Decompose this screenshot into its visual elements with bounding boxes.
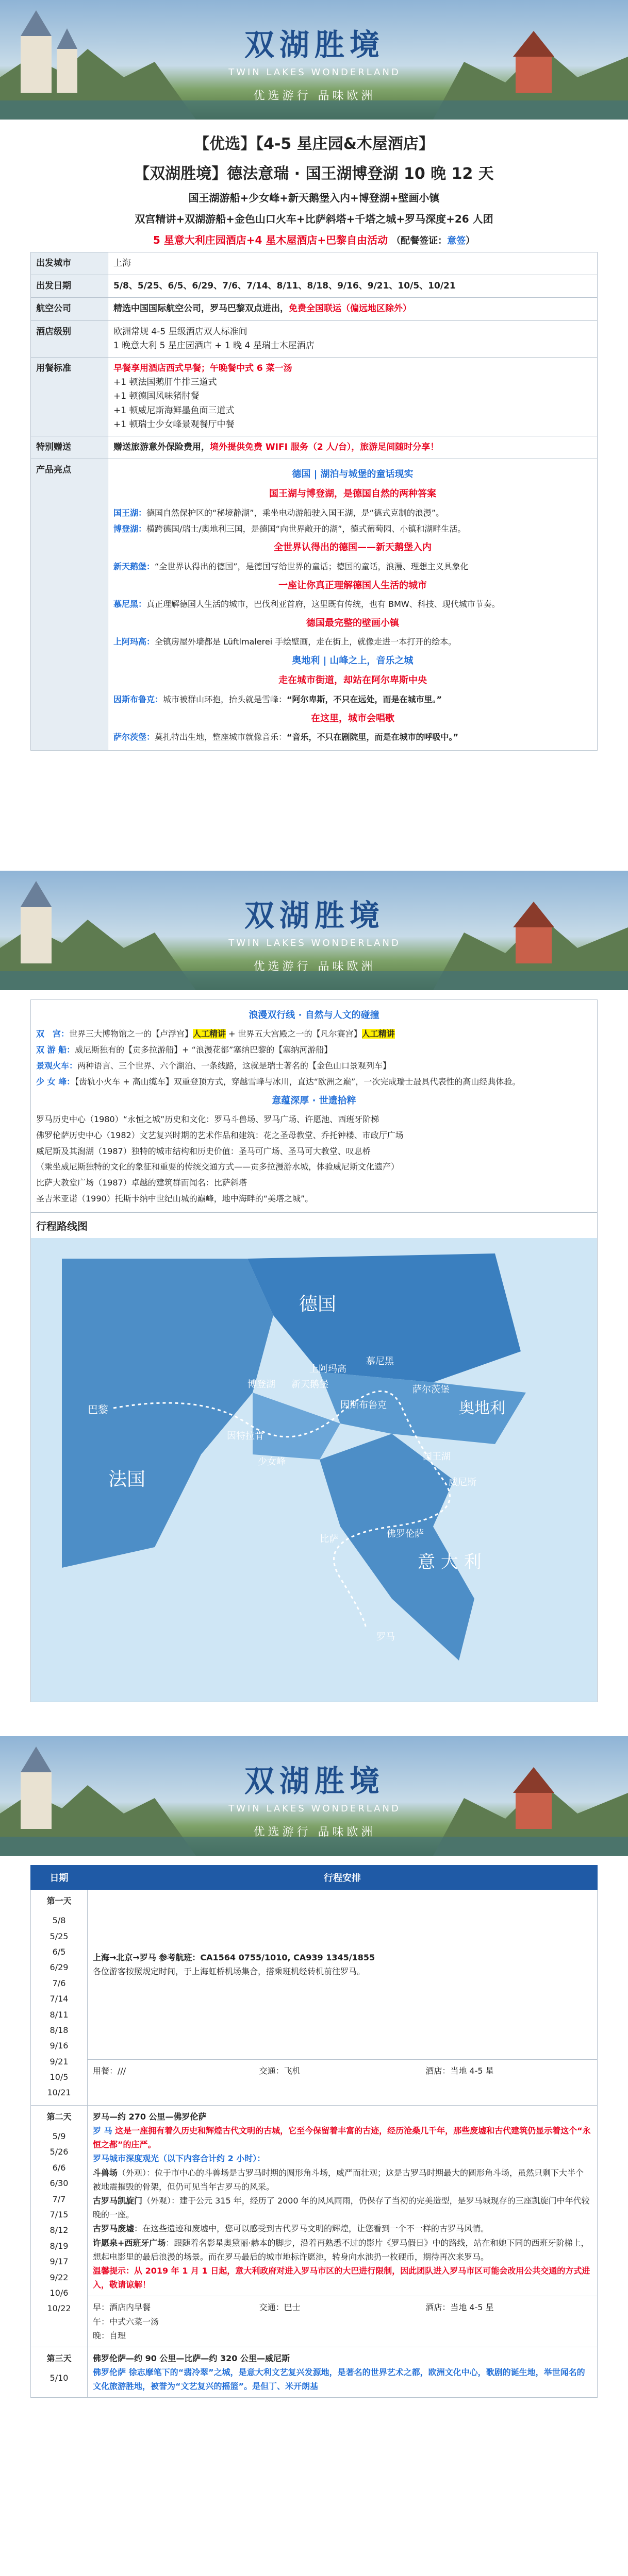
brand-block <box>201 21 428 103</box>
date-item: 10/22 <box>47 2303 71 2314</box>
date-item: 10/6 <box>49 2287 69 2298</box>
svg-text:佛罗伦萨: 佛罗伦萨 <box>387 1528 424 1539</box>
page-1 <box>0 120 628 867</box>
headline-line-2: 双宫精讲+双湖游船+金色山口火车+比萨斜塔+千塔之城+罗马深度+26 人团 <box>135 213 493 225</box>
date-item: 6/30 <box>49 2178 69 2189</box>
heritage-item: （乘坐威尼斯独特的文化的象征和重要的传统交通方式——贡多拉漫游水城，体验威尼斯文化遗产） <box>36 1162 400 1172</box>
date-item: 6/29 <box>49 1962 69 1973</box>
date-item: 5/8 <box>52 1916 66 1926</box>
map-label-france: 法国 <box>108 1468 146 1490</box>
route-map-title: 行程路线图 <box>36 1219 88 1232</box>
day1-dates <box>36 1913 82 2101</box>
label-departure-dates: 出发日期 <box>31 275 108 298</box>
heritage-item: 佛罗伦萨历史中心（1982）文艺复兴时期的艺术作品和建筑：花之圣母教堂、乔托钟楼、市政厅广场 <box>36 1130 404 1140</box>
value-hotel: 欧洲常规 4-5 星级酒店双人标准间 1 晚意大利 5 星庄园酒店 + 1 晚 4 星瑞士木屋酒店 <box>108 320 598 357</box>
day2-dates <box>36 2129 82 2317</box>
visa-note: （配餐签证：意签） <box>391 235 475 246</box>
section-heading-romance: 浪漫双行线 · 自然与人文的碰撞 <box>249 1010 379 1021</box>
headline-line-1: 国王湖游船+少女峰+新天鹅堡入内+博登湖+壁画小镇 <box>188 192 440 204</box>
date-item: 7/14 <box>49 1994 69 2004</box>
heritage-item: 罗马历史中心（1980）“永恒之城”历史和文化：罗马斗兽场、罗马广场、许愿池、西班牙阶梯 <box>36 1114 379 1124</box>
svg-text:因特拉肯: 因特拉肯 <box>227 1430 264 1442</box>
date-item: 8/11 <box>49 2009 69 2020</box>
svg-text:国王湖: 国王湖 <box>423 1451 451 1462</box>
value-gifts: 赠送旅游意外保险费用，境外提供免费 WIFI 服务（2 人/台），旅游足间随时分享！ <box>108 436 598 459</box>
th-day: 日期 <box>31 1866 88 1890</box>
date-item: 6/6 <box>52 2162 66 2173</box>
heritage-item: 威尼斯及其潟湖（1987）独特的城市结构和历史价值：圣马可广场、圣马可大教堂、叹息桥 <box>36 1146 371 1156</box>
label-departure-city: 出发城市 <box>31 252 108 275</box>
date-item: 5/26 <box>49 2147 69 2157</box>
banner-2: 双湖胜境 TWIN LAKES WONDERLAND 优选游行 品味欧洲 <box>0 871 628 990</box>
section-heading-heritage: 意蕴深厚 · 世遗拾粹 <box>272 1095 356 1106</box>
svg-text:博登湖: 博登湖 <box>247 1379 275 1390</box>
date-item: 7/7 <box>52 2194 66 2204</box>
map-label-germany: 德国 <box>299 1293 337 1315</box>
svg-text:慕尼黑: 慕尼黑 <box>366 1355 394 1367</box>
route-map <box>31 1238 597 1702</box>
date-item: 5/9 <box>52 2131 66 2142</box>
day1-text: 各位游客按照规定时间，于上海虹桥机场集合，搭乘班机经转机前往罗马。 <box>93 1967 366 1977</box>
date-item: 9/21 <box>49 2056 69 2066</box>
value-highlights: 德国 | 湖泊与城堡的童话现实 国王湖与博登湖，是德国自然的两种答案 国王湖：德国自然保护区的“秘境静湖”，乘坐电动游船驶入国王湖，是“德式克制的浪漫”。 博登湖：横跨德国/瑞士/奥地利三国，是德国“向世界敞开的湖”，德式葡萄园、小镇和湖畔生活。 全世界认得出的德国——新天鹅堡入内 新天鹅堡：“全世界认得出的德国”，是德国写给世界的童话；德国的童话，浪漫、理想主义具象化 一座让你真正理解德国人生活的城市 慕尼黑：真正理解德国人生活的城市，巴伐利亚首府，这里既有传统，也有 BMW、科技、现代城市节奏。 德国最完整的壁画小镇 上阿玛高：全镇房屋外墙都是 Lüftlmalerei 手绘壁画，走在街上，就像走进一本打开的绘本。 奥地利 | 山峰之上，音乐之城 走在城市街道，却站在阿尔卑斯中央 因斯布鲁克：城市被群山环抱，抬头就是雪峰：“阿尔卑斯，不只在远处，而是在城市里。” 在这里，城市会唱歌 萨尔茨堡：莫扎特出生地，整座城市就像音乐：“音乐，不只在剧院里，而是在城市的呼吸中。” <box>108 459 598 751</box>
svg-text:罗马: 罗马 <box>376 1631 395 1642</box>
svg-text:因斯布鲁克: 因斯布鲁克 <box>340 1399 387 1411</box>
day1-route: 上海→北京→罗马 参考航班：CA1564 0755/1010, CA939 1345/1855 <box>93 1953 375 1962</box>
product-info-table <box>30 252 598 751</box>
page-3 <box>0 1865 628 2576</box>
brand-english: TWIN LAKES WONDERLAND <box>228 67 401 78</box>
route-map-box <box>30 1212 598 1702</box>
label-hotel: 酒店级别 <box>31 320 108 357</box>
headline-line-3 <box>0 226 628 247</box>
date-item: 10/5 <box>49 2072 69 2082</box>
svg-text:萨尔茨堡: 萨尔茨堡 <box>412 1384 450 1395</box>
date-item: 9/16 <box>49 2041 69 2051</box>
svg-text:比萨: 比萨 <box>320 1533 338 1545</box>
date-item: 10/21 <box>47 2088 71 2098</box>
itinerary-table: 日期 行程安排 第一天 5/8 5/25 6/5 6/29 7/6 7/14 8/11 8/18 9/16 9/21 10/5 10/21 上海→北京→罗马 参考航班：CA1564 0755/1010, CA939 1345/1855 各位游客按照规定时间，于上海虹桥机场集合，搭乘班机经转机前往罗马。 用餐：/// 交通：飞机 酒店：当地 4-5 星 第二天 5/9 5/26 6/6 6/30 7/7 7/15 8/12 8/19 9/17 9/22 10/6 10/22 罗马—约 270 公里—佛罗伦萨 罗 马 这是一座拥有着久历史和辉煌古代文明的古城，它至今保留着丰富的古迹，经历沧桑几千年，那些废墟和古代建筑仍显示着这个“永恒之都”的庄严。 罗马城市深度观光（以下内容合计约 2 小时）： 斗兽场（外观）：位于市中心的斗兽场是古罗马时期的圆形角斗场，威严而壮观；这是古罗马时期最大的圆形角斗场，虽然只剩下大半个被地震摧毁的骨架，但仍可见当年古罗马的风采。 古罗马凯旋门（外观）：建于公元 315 年，经历了 2000 年的风风雨雨，仍保存了当初的完美造型，是罗马城现存的三座凯旋门中年代较晚的一座。 古罗马废墟：在这些遗迹和废墟中，您可以感受到古代罗马文明的辉煌，让您看到一个不一样的古罗马风情。 许愿泉+西班牙广场：跟随着名影星奥黛丽·赫本的脚步，沿着再熟悉不过的影片《罗马假日》中的路线，站在和她下同的西班牙阶梯上，想起电影里的最后浪漫的场景。而在罗马最后的城市地标许愿池，转身向水池扔一枚硬币，期待再次来罗马。 温馨提示：从 2019 年 1 月 1 日起，意大利政府对进入罗马市区的大巴进行限制，因此团队进入罗马市区可能会改用公共交通的方式进入，敬请谅解！ 早：酒店内早餐 午：中式六菜一汤 晚：自理 交通：巴士 酒店：当地 4-5 星 第三天 5/10 佛罗伦萨—约 90 公里—比萨—约 320 公里—威尼斯 佛罗伦萨 徐志摩笔下的“翡冷翠”之城，是意大利文艺复兴发源地，是著名的世界艺术之都，欧洲文化中心，歌剧的诞生地，举世闻名的文化旅游胜地，被誉为“文艺复兴的摇篮”。是但丁、米开朗基 <box>30 1865 598 2398</box>
label-meals: 用餐标准 <box>31 357 108 436</box>
date-item: 8/18 <box>49 2025 69 2035</box>
date-item: 7/15 <box>49 2210 69 2220</box>
banner-1 <box>0 0 628 120</box>
brand-name: 双湖胜境 <box>244 27 385 62</box>
date-item: 9/17 <box>49 2257 69 2267</box>
map-label-italy: 意 大 利 <box>418 1551 482 1572</box>
heritage-item: 圣吉米亚诺（1990）托斯卡纳中世纪山城的巅峰，地中海畔的“美塔之城”。 <box>36 1193 313 1204</box>
table-row: 第二天 5/9 5/26 6/6 6/30 7/7 7/15 8/12 8/19 9/17 9/22 10/6 10/22 罗马—约 270 公里—佛罗伦萨 罗 马 这是一座拥有着久历史和辉煌古代文明的古城，它至今保留着丰富的古迹，经历沧桑几千年，那些废墟和古代建筑仍显示着这个“永恒之都”的庄严。 罗马城市深度观光（以下内容合计约 2 小时）： 斗兽场（外观）：位于市中心的斗兽场是古罗马时期的圆形角斗场，威严而壮观；这是古罗马时期最大的圆形角斗场，虽然只剩下大半个被地震摧毁的骨架，但仍可见当年古罗马的风采。 古罗马凯旋门（外观）：建于公元 315 年，经历了 2000 年的风风雨雨，仍保存了当初的完美造型，是罗马城现存的三座凯旋门中年代较晚的一座。 古罗马废墟：在这些遗迹和废墟中，您可以感受到古代罗马文明的辉煌，让您看到一个不一样的古罗马风情。 许愿泉+西班牙广场：跟随着名影星奥黛丽·赫本的脚步，沿着再熟悉不过的影片《罗马假日》中的路线，站在和她下同的西班牙阶梯上，想起电影里的最后浪漫的场景。而在罗马最后的城市地标许愿池，转身向水池扔一枚硬币，期待再次来罗马。 温馨提示：从 2019 年 1 月 1 日起，意大利政府对进入罗马市区的大巴进行限制，因此团队进入罗马市区可能会改用公共交通的方式进入，敬请谅解！ <box>31 2105 598 2296</box>
date-item: 6/5 <box>52 1946 66 1957</box>
page-2 <box>0 994 628 1726</box>
th-plan: 行程安排 <box>88 1866 598 1890</box>
highlights-table: 浪漫双行线 · 自然与人文的碰撞 双 宫：世界三大博物馆之一的【卢浮宫】人工精讲 + 世界五大宫殿之一的【凡尔赛宫】人工精讲 双 游 船：威尼斯独有的【贡多拉游船】+ “浪漫花都”塞纳巴黎的【塞纳河游船】 景观火车：两种语言、三个世界、六个湖泊、一条线路，这就是瑞士著名的【金色山口景观列车】 少 女 峰：【齿轨小火车 + 高山缆车】双重登顶方式，穿越雪峰与冰川，直达“欧洲之巅”，一次完成瑞士最具代表性的高山经典体验。 意蕴深厚 · 世遗拾粹 罗马历史中心（1980）“永恒之城”历史和文化：罗马斗兽场、罗马广场、许愿池、西班牙阶梯 佛罗伦萨历史中心（1982）文艺复兴时期的艺术作品和建筑：花之圣母教堂、乔托钟楼、市政厅广场 威尼斯及其潟湖（1987）独特的城市结构和历史价值：圣马可广场、圣马可大教堂、叹息桥 （乘坐威尼斯独特的文化的象征和重要的传统交通方式——贡多拉漫游水城，体验威尼斯文化遗产） 比萨大教堂广场（1987）卓越的建筑群而闻名：比萨斜塔 圣吉米亚诺（1990）托斯卡纳中世纪山城的巅峰，地中海畔的“美塔之城”。 <box>30 999 598 1212</box>
brand-slogan: 优选游行 品味欧洲 <box>253 90 376 103</box>
hotel-highlight: 5 星意大利庄园酒店+4 星木屋酒店+巴黎自由活动 <box>153 234 388 246</box>
svg-text:少女峰: 少女峰 <box>258 1456 286 1467</box>
product-title: 【双湖胜境】德法意瑞 · 国王湖博登湖 10 晚 12 天 <box>134 165 494 183</box>
date-item: 8/19 <box>49 2241 69 2251</box>
svg-text:巴黎: 巴黎 <box>88 1403 108 1416</box>
product-title-tag: 【优选】【4-5 星庄园&木屋酒店】 <box>194 135 434 153</box>
date-item: 5/25 <box>49 1931 69 1941</box>
label-gifts: 特别赠送 <box>31 436 108 459</box>
svg-text:威尼斯: 威尼斯 <box>449 1477 476 1488</box>
date-item: 9/22 <box>49 2272 69 2282</box>
date-item: 5/10 <box>49 2373 69 2383</box>
table-row: 第三天 5/10 佛罗伦萨—约 90 公里—比萨—约 320 公里—威尼斯 佛罗伦萨 徐志摩笔下的“翡冷翠”之城，是意大利文艺复兴发源地，是著名的世界艺术之都，欧洲文化中心，歌剧的诞生地，举世闻名的文化旅游胜地，被誉为“文艺复兴的摇篮”。是但丁、米开朗基 <box>31 2347 598 2398</box>
banner-3: 双湖胜境 TWIN LAKES WONDERLAND 优选游行 品味欧洲 <box>0 1736 628 1856</box>
value-airline: 精选中国国际航空公司，罗马巴黎双点进出，免费全国联运（偏远地区除外） <box>108 298 598 320</box>
table-row: 第一天 5/8 5/25 6/5 6/29 7/6 7/14 8/11 8/18 9/16 9/21 10/5 10/21 上海→北京→罗马 参考航班：CA1564 0755/1010, CA939 1345/1855 各位游客按照规定时间，于上海虹桥机场集合，搭乘班机经转机前往罗马。 <box>31 1890 598 2060</box>
date-item: 7/6 <box>52 1978 66 1988</box>
value-departure-dates: 5/8、5/25、6/5、6/29、7/6、7/14、8/11、8/18、9/16、9/21、10/5、10/21 <box>108 275 598 298</box>
date-item: 8/12 <box>49 2225 69 2235</box>
value-meals: 早餐享用酒店西式早餐；午晚餐中式 6 菜一汤 +1 顿法国鹅肝牛排三道式 +1 顿德国风味猪肘餐 +1 顿威尼斯海鲜墨鱼面三道式 +1 顿瑞士少女峰景观餐厅中餐 <box>108 357 598 436</box>
value-departure-city: 上海 <box>108 252 598 275</box>
svg-text:上阿玛高: 上阿玛高 <box>309 1363 346 1375</box>
label-highlights: 产品亮点 <box>31 459 108 751</box>
heritage-item: 比萨大教堂广场（1987）卓越的建筑群而闻名：比萨斜塔 <box>36 1178 247 1188</box>
label-airline: 航空公司 <box>31 298 108 320</box>
map-label-austria: 奥地利 <box>459 1399 505 1417</box>
svg-text:新天鹅堡: 新天鹅堡 <box>291 1379 328 1390</box>
